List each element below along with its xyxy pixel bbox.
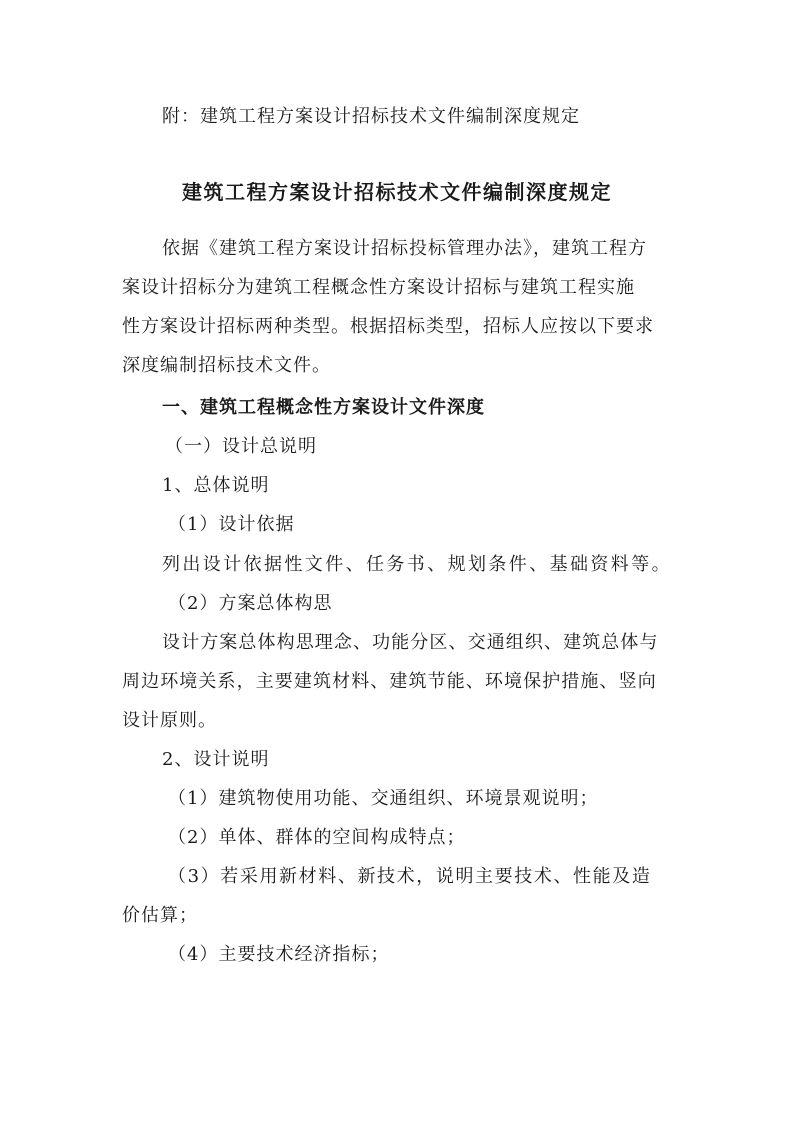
body-text: 列出设计依据性文件、任务书、规划条件、基础资料等。 (162, 554, 672, 575)
subitem-heading: （2）方案总体构思 (168, 593, 333, 614)
intro-paragraph-line: 深度编制招标技术文件。 (122, 355, 331, 376)
intro-paragraph-line: 性方案设计招标两种类型。根据招标类型，招标人应按以下要求 (122, 316, 654, 337)
list-item: （1）建筑物使用功能、交通组织、环境景观说明； (168, 788, 599, 809)
section-heading: 一、建筑工程概念性方案设计文件深度 (162, 397, 485, 418)
body-text: 设计方案总体构思理念、功能分区、交通组织、建筑总体与 (162, 632, 659, 653)
list-item-continuation: 价估算； (122, 905, 198, 926)
item-heading: 1、总体说明 (162, 475, 270, 496)
list-item: （3）若采用新材料、新技术，说明主要技术、性能及造 (168, 866, 652, 887)
subitem-heading: （1）设计依据 (168, 514, 295, 535)
subsection-heading: （一）设计总说明 (165, 436, 317, 457)
body-text: 周边环境关系，主要建筑材料、建筑节能、环境保护措施、竖向 (122, 671, 657, 692)
intro-paragraph-line: 依据《建筑工程方案设计招标投标管理办法》，建筑工程方 (162, 238, 647, 259)
document-title: 建筑工程方案设计招标技术文件编制深度规定 (182, 180, 612, 204)
item-heading: 2、设计说明 (162, 749, 270, 770)
body-text: 设计原则。 (122, 710, 217, 731)
intro-paragraph-line: 案设计招标分为建筑工程概念性方案设计招标与建筑工程实施 (122, 277, 635, 298)
attachment-note: 附：建筑工程方案设计招标技术文件编制深度规定 (162, 106, 580, 127)
list-item: （4）主要技术经济指标； (168, 944, 390, 965)
list-item: （2）单体、群体的空间构成特点； (168, 827, 466, 848)
